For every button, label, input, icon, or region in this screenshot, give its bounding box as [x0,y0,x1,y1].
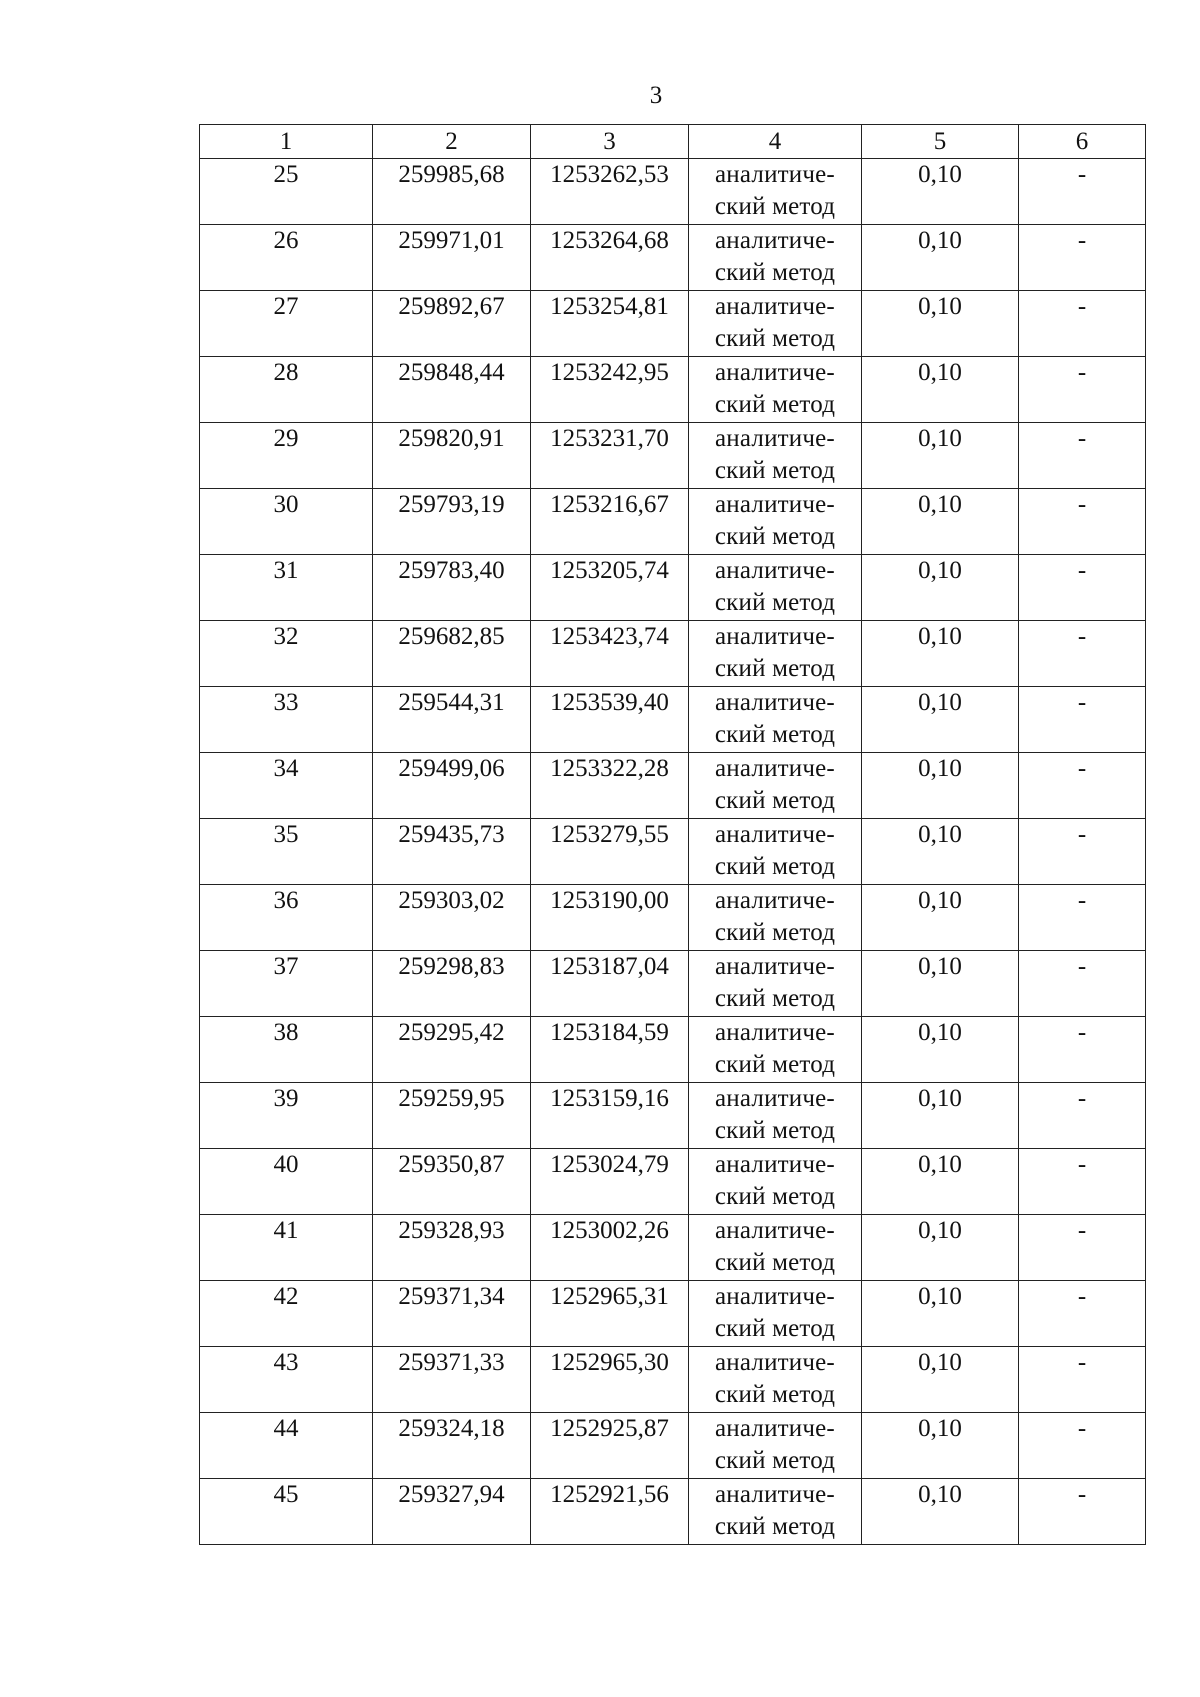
table-row [200,225,1146,291]
description-cell: - [1019,489,1146,555]
point-number-cell: 27 [200,291,373,357]
table-row [200,489,1146,555]
method-line-1: аналитиче- [715,689,835,716]
x-coordinate-cell: 259971,01 [373,225,531,291]
x-coordinate-cell: 259783,40 [373,555,531,621]
table-row [200,819,1146,885]
description-cell: - [1019,1347,1146,1413]
accuracy-cell: 0,10 [862,225,1019,291]
accuracy-cell: 0,10 [862,489,1019,555]
x-coordinate-cell: 259371,33 [373,1347,531,1413]
method-line-2: ский метод [714,193,836,220]
accuracy-cell: 0,10 [862,1413,1019,1479]
table-row [200,1149,1146,1215]
point-number-cell: 42 [200,1281,373,1347]
method-cell [689,819,862,885]
method-cell [689,753,862,819]
y-coordinate-cell: 1252965,30 [531,1347,689,1413]
y-coordinate-cell: 1253262,53 [531,159,689,225]
x-coordinate-cell: 259327,94 [373,1479,531,1545]
description-cell: - [1019,819,1146,885]
accuracy-cell: 0,10 [862,555,1019,621]
table-row [200,1215,1146,1281]
x-coordinate-cell: 259295,42 [373,1017,531,1083]
y-coordinate-cell: 1253539,40 [531,687,689,753]
point-number-cell: 36 [200,885,373,951]
accuracy-cell: 0,10 [862,1281,1019,1347]
column-header: 2 [373,125,531,159]
point-number-cell: 43 [200,1347,373,1413]
point-number-cell: 28 [200,357,373,423]
accuracy-cell: 0,10 [862,951,1019,1017]
accuracy-cell: 0,10 [862,291,1019,357]
y-coordinate-cell: 1253184,59 [531,1017,689,1083]
y-coordinate-cell: 1253279,55 [531,819,689,885]
description-cell: - [1019,423,1146,489]
description-cell: - [1019,1149,1146,1215]
point-number-cell: 37 [200,951,373,1017]
description-cell: - [1019,621,1146,687]
y-coordinate-cell: 1253254,81 [531,291,689,357]
description-cell: - [1019,885,1146,951]
method-line-2: ский метод [714,457,836,484]
y-coordinate-cell: 1253242,95 [531,357,689,423]
x-coordinate-cell: 259848,44 [373,357,531,423]
method-line-2: ский метод [714,1051,836,1078]
method-line-2: ский метод [714,919,836,946]
method-line-1: аналитиче- [715,161,835,188]
point-number-cell: 29 [200,423,373,489]
point-number-cell: 35 [200,819,373,885]
method-line-1: аналитиче- [715,1085,835,1112]
accuracy-cell: 0,10 [862,159,1019,225]
description-cell: - [1019,291,1146,357]
description-cell: - [1019,555,1146,621]
y-coordinate-cell: 1253024,79 [531,1149,689,1215]
table-row [200,951,1146,1017]
description-cell: - [1019,225,1146,291]
method-line-2: ский метод [714,1315,836,1342]
accuracy-cell: 0,10 [862,357,1019,423]
point-number-cell: 38 [200,1017,373,1083]
point-number-cell: 30 [200,489,373,555]
method-line-2: ский метод [714,1447,836,1474]
description-cell: - [1019,951,1146,1017]
method-line-2: ский метод [714,1381,836,1408]
method-line-1: аналитиче- [715,491,835,518]
column-header: 1 [200,125,373,159]
method-line-2: ский метод [714,523,836,550]
point-number-cell: 44 [200,1413,373,1479]
method-cell [689,1083,862,1149]
method-line-2: ский метод [714,1183,836,1210]
description-cell: - [1019,159,1146,225]
y-coordinate-cell: 1253231,70 [531,423,689,489]
method-line-2: ский метод [714,721,836,748]
accuracy-cell: 0,10 [862,1017,1019,1083]
method-cell [689,357,862,423]
accuracy-cell: 0,10 [862,1479,1019,1545]
y-coordinate-cell: 1252921,56 [531,1479,689,1545]
accuracy-cell: 0,10 [862,885,1019,951]
x-coordinate-cell: 259328,93 [373,1215,531,1281]
method-line-1: аналитиче- [715,887,835,914]
method-cell [689,423,862,489]
method-cell [689,951,862,1017]
accuracy-cell: 0,10 [862,753,1019,819]
coordinates-table [199,124,1146,1545]
table-row [200,159,1146,225]
page-number: 3 [649,82,663,109]
description-cell: - [1019,1413,1146,1479]
method-cell [689,687,862,753]
x-coordinate-cell: 259350,87 [373,1149,531,1215]
table-row [200,621,1146,687]
table-row [200,555,1146,621]
table-row [200,1413,1146,1479]
description-cell: - [1019,1479,1146,1545]
table-row [200,423,1146,489]
method-line-2: ский метод [714,1513,836,1540]
accuracy-cell: 0,10 [862,423,1019,489]
description-cell: - [1019,1083,1146,1149]
method-cell [689,1413,862,1479]
method-line-1: аналитиче- [715,1349,835,1376]
method-cell [689,885,862,951]
x-coordinate-cell: 259371,34 [373,1281,531,1347]
description-cell: - [1019,1215,1146,1281]
table-row [200,291,1146,357]
point-number-cell: 41 [200,1215,373,1281]
method-line-2: ский метод [714,1117,836,1144]
point-number-cell: 39 [200,1083,373,1149]
x-coordinate-cell: 259544,31 [373,687,531,753]
table-row [200,885,1146,951]
point-number-cell: 31 [200,555,373,621]
method-line-2: ский метод [714,1249,836,1276]
method-line-1: аналитиче- [715,227,835,254]
method-line-2: ский метод [714,655,836,682]
point-number-cell: 33 [200,687,373,753]
x-coordinate-cell: 259682,85 [373,621,531,687]
method-line-1: аналитиче- [715,755,835,782]
method-line-1: аналитиче- [715,1415,835,1442]
y-coordinate-cell: 1253264,68 [531,225,689,291]
point-number-cell: 34 [200,753,373,819]
description-cell: - [1019,1281,1146,1347]
y-coordinate-cell: 1253002,26 [531,1215,689,1281]
method-cell [689,225,862,291]
description-cell: - [1019,1017,1146,1083]
x-coordinate-cell: 259793,19 [373,489,531,555]
method-line-1: аналитиче- [715,821,835,848]
method-cell [689,1149,862,1215]
method-cell [689,1281,862,1347]
x-coordinate-cell: 259303,02 [373,885,531,951]
accuracy-cell: 0,10 [862,687,1019,753]
y-coordinate-cell: 1253187,04 [531,951,689,1017]
method-cell [689,291,862,357]
method-line-2: ский метод [714,985,836,1012]
y-coordinate-cell: 1253205,74 [531,555,689,621]
x-coordinate-cell: 259499,06 [373,753,531,819]
table-row [200,1017,1146,1083]
column-header: 4 [689,125,862,159]
method-line-1: аналитиче- [715,359,835,386]
method-line-1: аналитиче- [715,1019,835,1046]
x-coordinate-cell: 259259,95 [373,1083,531,1149]
method-cell [689,159,862,225]
method-cell [689,555,862,621]
y-coordinate-cell: 1253216,67 [531,489,689,555]
description-cell: - [1019,753,1146,819]
table-row [200,1083,1146,1149]
method-line-1: аналитиче- [715,1217,835,1244]
column-header: 5 [862,125,1019,159]
accuracy-cell: 0,10 [862,1215,1019,1281]
accuracy-cell: 0,10 [862,1347,1019,1413]
point-number-cell: 25 [200,159,373,225]
method-line-1: аналитиче- [715,293,835,320]
method-cell [689,1347,862,1413]
method-line-1: аналитиче- [715,1481,835,1508]
x-coordinate-cell: 259820,91 [373,423,531,489]
method-cell [689,489,862,555]
method-line-1: аналитиче- [715,425,835,452]
y-coordinate-cell: 1253159,16 [531,1083,689,1149]
method-line-1: аналитиче- [715,1151,835,1178]
table-row [200,753,1146,819]
column-header: 6 [1019,125,1146,159]
method-line-2: ский метод [714,853,836,880]
table-row [200,1479,1146,1545]
method-line-2: ский метод [714,391,836,418]
y-coordinate-cell: 1253322,28 [531,753,689,819]
accuracy-cell: 0,10 [862,1083,1019,1149]
x-coordinate-cell: 259298,83 [373,951,531,1017]
method-line-1: аналитиче- [715,953,835,980]
point-number-cell: 26 [200,225,373,291]
table-row [200,1281,1146,1347]
method-line-2: ский метод [714,325,836,352]
y-coordinate-cell: 1252965,31 [531,1281,689,1347]
table-header-row [200,125,1146,159]
y-coordinate-cell: 1253190,00 [531,885,689,951]
method-cell [689,621,862,687]
method-line-1: аналитиче- [715,1283,835,1310]
x-coordinate-cell: 259892,67 [373,291,531,357]
x-coordinate-cell: 259435,73 [373,819,531,885]
method-line-2: ский метод [714,259,836,286]
x-coordinate-cell: 259985,68 [373,159,531,225]
method-cell [689,1017,862,1083]
table-row [200,687,1146,753]
method-line-2: ский метод [714,589,836,616]
point-number-cell: 40 [200,1149,373,1215]
y-coordinate-cell: 1253423,74 [531,621,689,687]
table-row [200,1347,1146,1413]
description-cell: - [1019,687,1146,753]
method-line-1: аналитиче- [715,623,835,650]
x-coordinate-cell: 259324,18 [373,1413,531,1479]
description-cell: - [1019,357,1146,423]
accuracy-cell: 0,10 [862,819,1019,885]
method-cell [689,1479,862,1545]
y-coordinate-cell: 1252925,87 [531,1413,689,1479]
method-line-2: ский метод [714,787,836,814]
table-row [200,357,1146,423]
point-number-cell: 45 [200,1479,373,1545]
method-cell [689,1215,862,1281]
method-line-1: аналитиче- [715,557,835,584]
point-number-cell: 32 [200,621,373,687]
accuracy-cell: 0,10 [862,621,1019,687]
accuracy-cell: 0,10 [862,1149,1019,1215]
column-header: 3 [531,125,689,159]
